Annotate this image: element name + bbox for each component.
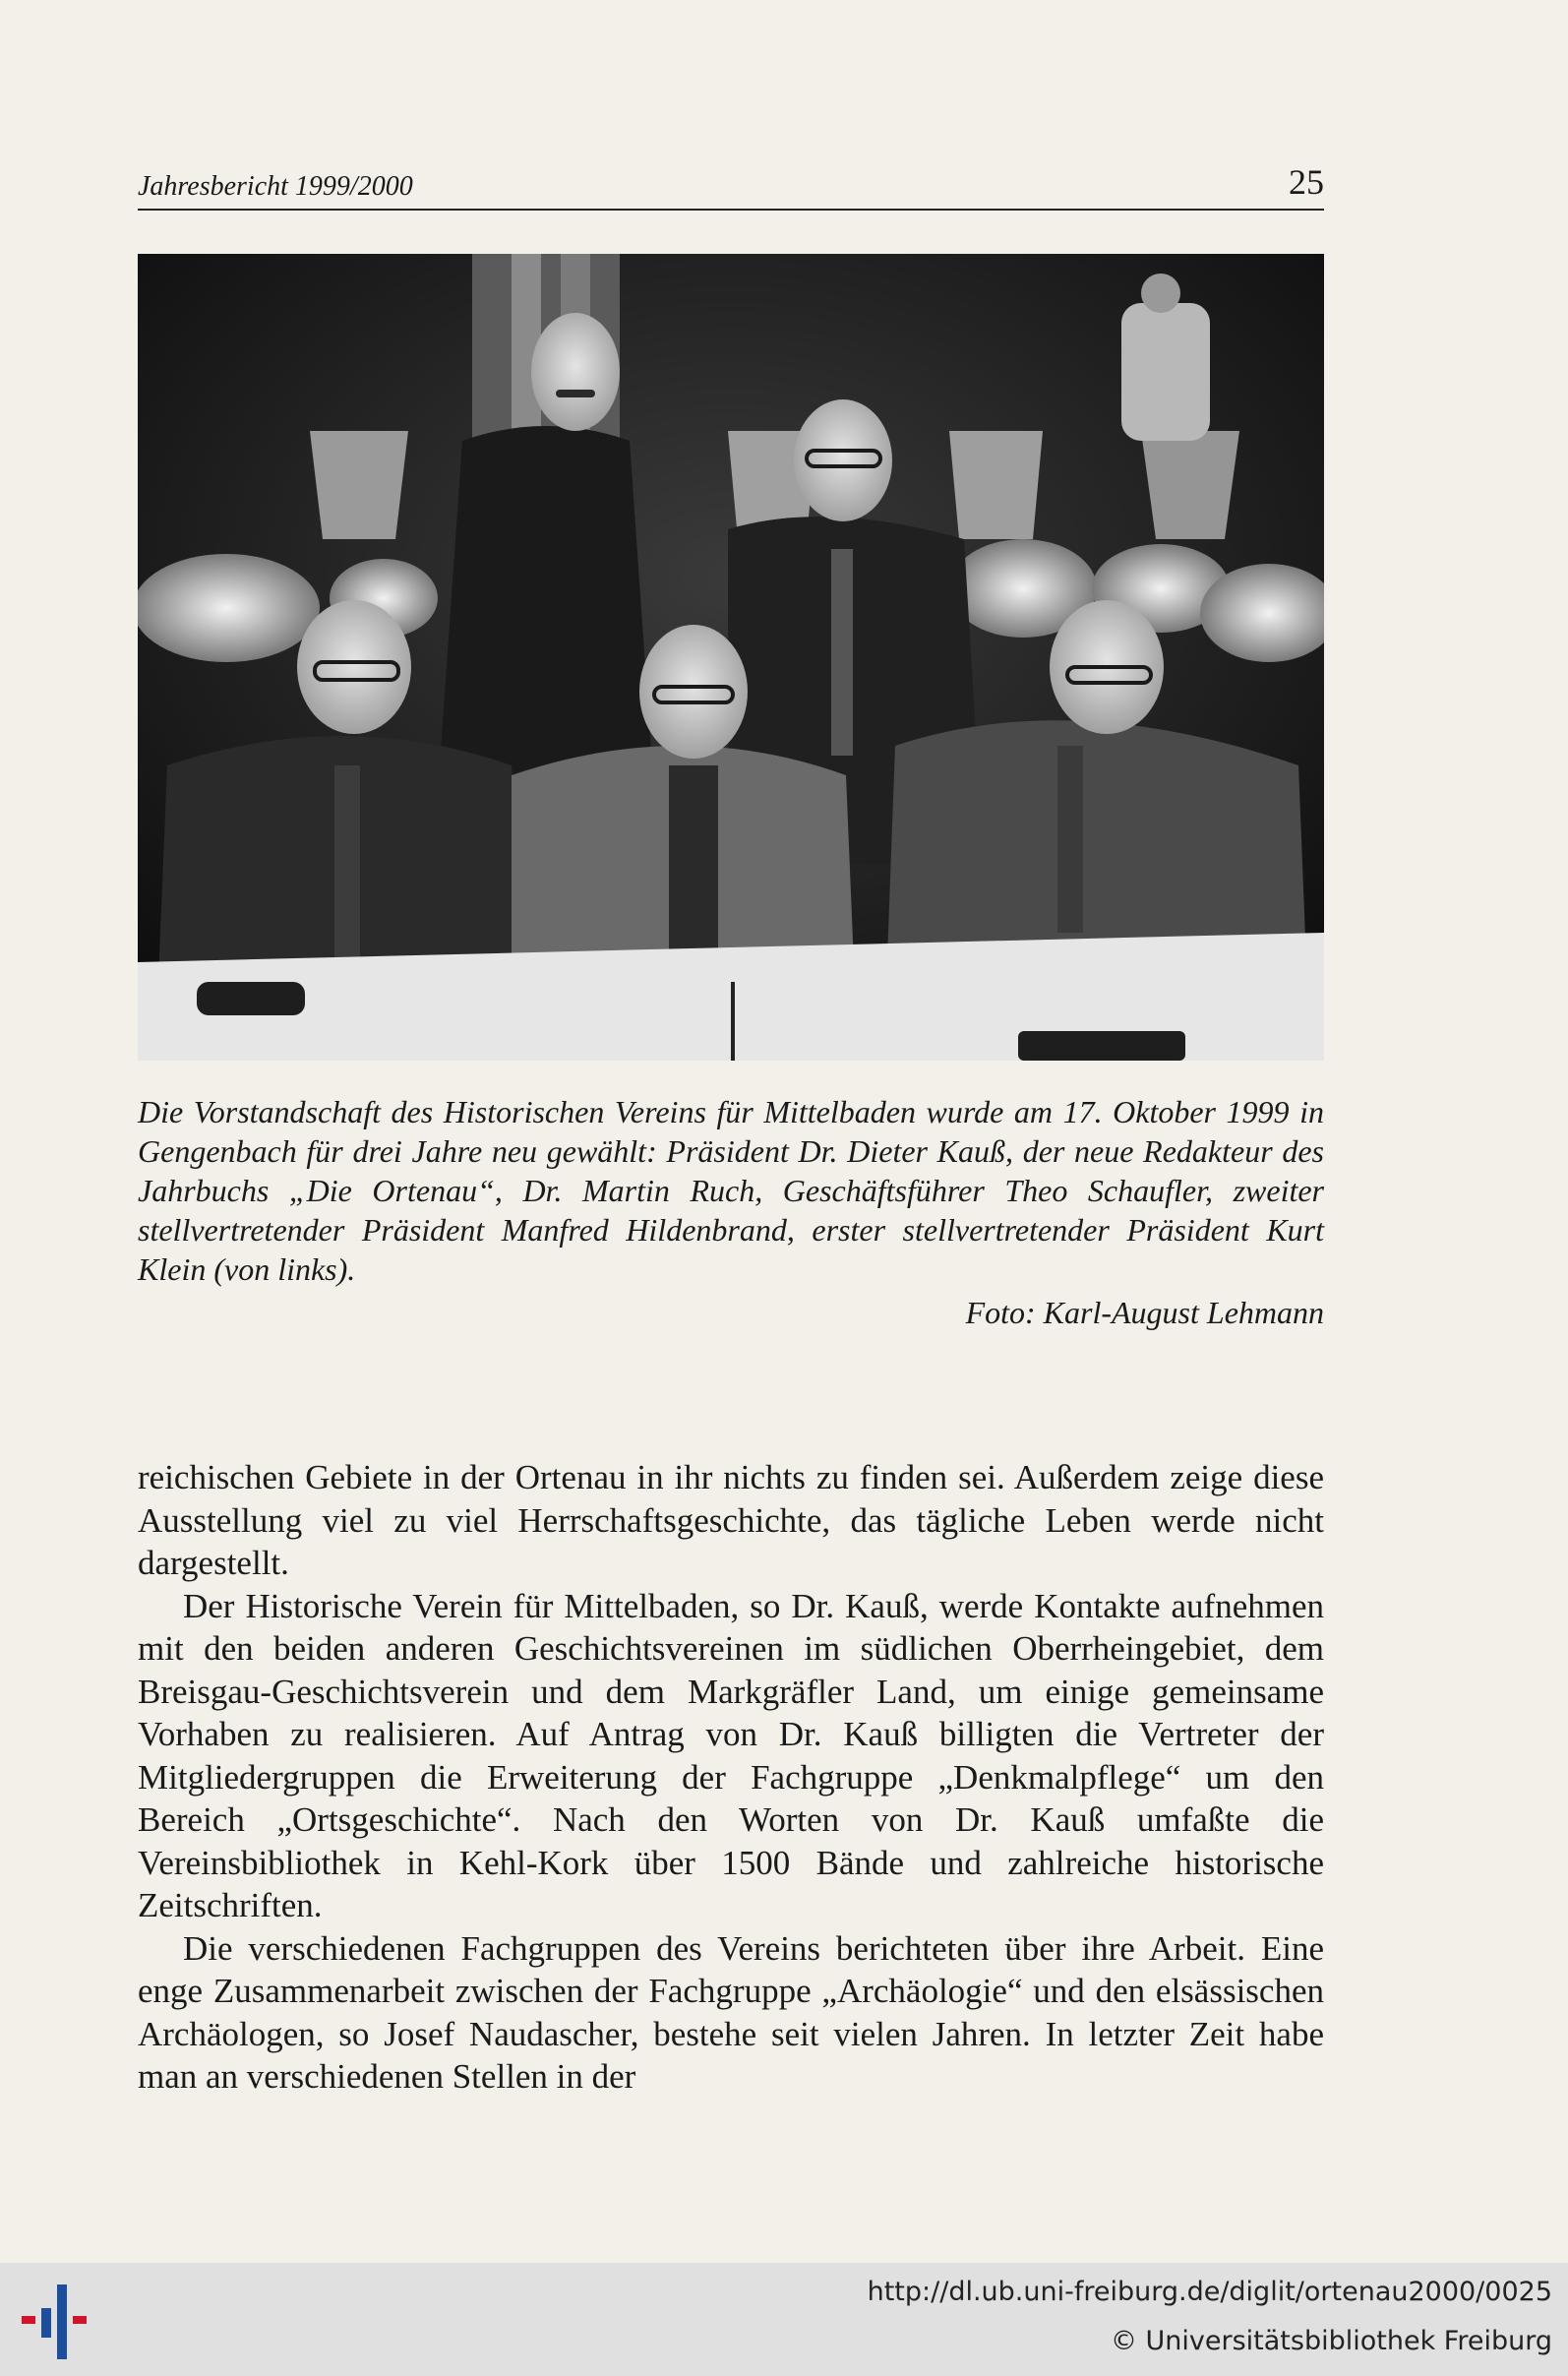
copyright-notice: © Universitätsbibliothek Freiburg xyxy=(1110,2326,1552,2356)
running-header xyxy=(138,157,1324,211)
figure-caption: Die Vorstandschaft des Historischen Vereins für Mittelbaden wurde am 17. Oktober 1999 in Gengenbach für drei Jahre neu gewählt: Präsident Dr. Dieter Kauß, der neue Redakteur des Jahrbuchs „Die Ortenau“, Dr. Martin Ruch, Geschäftsführer Theo Schaufler, zweiter stellvertretender Präsident Manfred Hildenbrand, erster stellvertretender Präsident Kurt Klein (von links). xyxy=(138,1094,1324,1287)
body-paragraph: reichischen Gebiete in der Ortenau in ihr nichts zu finden sei. Außerdem zeige diese Ausstellung viel zu viel Herrschaftsgeschichte, das tägliche Leben werde nicht dargestellt. xyxy=(138,1458,1324,1582)
library-logo-icon xyxy=(20,2283,98,2361)
body-paragraph: Der Historische Verein für Mittelbaden, so Dr. Kauß, werde Kontakte aufnehmen mit den beiden anderen Geschichtsvereinen im südlichen Oberrheingebiet, dem Breisgau-Geschichtsverein und dem Markgräfler Land, um einige gemeinsame Vorhaben zu realisieren. Auf Antrag von Dr. Kauß billigten die Vertreter der Mitgliedergruppen die Erweiterung der Fachgruppe „Denkmalpflege“ um den Bereich „Ortsgeschichte“. Nach den Worten von Dr. Kauß umfaßte die Vereinsbibliothek in Kehl-Kork über 1500 Bände und zahlreiche historische Zeitschriften. xyxy=(138,1586,1324,1924)
photograph-image xyxy=(138,254,1324,1061)
group-photograph xyxy=(138,254,1324,1061)
body-paragraph: Die verschiedenen Fachgruppen des Vereins berichteten über ihre Arbeit. Eine enge Zusammenarbeit zwischen der Fachgruppe „Archäologie“ und den elsässischen Archäologen, so Josef Naudascher, bestehe seit vielen Jahren. In letzter Zeit habe man an verschiedenen Stellen in der xyxy=(138,1928,1324,2096)
running-title: Jahresbericht 1999/2000 xyxy=(138,171,413,202)
body-text xyxy=(138,1456,1324,2099)
source-url-link[interactable]: http://dl.ub.uni-freiburg.de/diglit/ortenau2000/0025 xyxy=(867,2277,1552,2307)
page-number: 25 xyxy=(1289,162,1324,202)
photo-credit: Foto: Karl-August Lehmann xyxy=(965,1295,1324,1330)
library-footer xyxy=(0,2263,1568,2376)
